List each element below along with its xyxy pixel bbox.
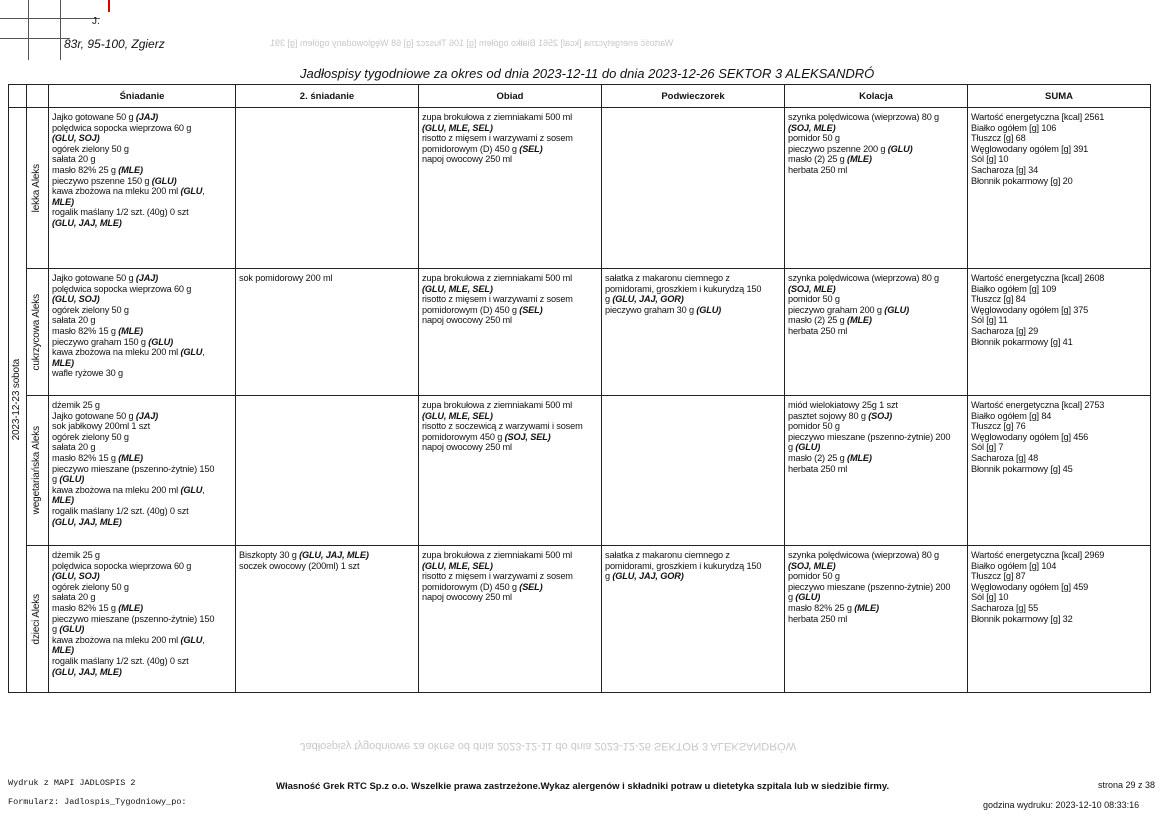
nutrition-line: Wartość energetyczna [kcal] 2608: [971, 273, 1105, 283]
diet-label: wegetariańska Aleks: [31, 426, 43, 515]
column-header: Podwieczorek: [602, 85, 785, 108]
nutrition-line: Węglowodany ogółem [g] 456: [971, 431, 1089, 442]
menu-item-line: soczek owocowy (200ml) 1 szt: [239, 560, 360, 571]
nutrition-line: Białko ogółem [g] 109: [971, 283, 1057, 294]
menu-item-line: napoj owocowy 250 ml: [422, 592, 512, 603]
menu-item-line: pomidorowym (D) 450 g (SEL): [422, 581, 543, 592]
nutrition-line: Sól [g] 10: [971, 154, 1009, 165]
date-label: 2023-12-23 sobota: [11, 359, 23, 441]
nutrition-line: Sól [g] 10: [971, 592, 1009, 603]
menu-item-line: risotto z soczewicą z warzywami i sosem: [422, 421, 583, 432]
nutrition-line: Wartość energetyczna [kcal] 2969: [971, 550, 1105, 560]
menu-item-line: sałatka z makaronu ciemnego z: [605, 273, 730, 283]
nutrition-line: Tłuszcz [g] 68: [971, 133, 1026, 144]
menu-item-line: (GLU, MLE, SEL): [422, 122, 493, 133]
meal-cell: [785, 546, 968, 693]
nutrition-line: Sacharoza [g] 48: [971, 452, 1039, 463]
menu-item-line: kawa zbożowa na mleku 200 ml (GLU,: [52, 186, 205, 197]
menu-item-line: ogórek zielony 50 g: [52, 431, 129, 442]
menu-item-line: sałata 20 g: [52, 315, 96, 326]
meal-cell: [419, 108, 602, 269]
menu-item-line: pieczywo graham 30 g (GLU): [605, 304, 722, 315]
page-number: strona 29 z 38: [1098, 780, 1156, 790]
meal-cell: [602, 546, 785, 693]
menu-item-line: sałatka z makaronu ciemnego z: [605, 550, 730, 560]
menu-item-line: sałata 20 g: [52, 442, 96, 453]
menu-item-line: risotto z mięsem i warzywami z sosem: [422, 294, 573, 305]
nutrition-line: Tłuszcz [g] 76: [971, 421, 1026, 432]
meal-cell: [785, 269, 968, 396]
diet-cell: [27, 269, 49, 396]
meal-cell: [49, 546, 236, 693]
menu-item-line: pieczywo mieszane (pszenno-żytnie) 150: [52, 463, 215, 474]
corner-header: [9, 85, 27, 108]
nutrition-line: Błonnik pokarmowy [g] 32: [971, 613, 1073, 624]
menu-item-line: g (GLU): [788, 592, 821, 603]
menu-item-line: dżemik 25 g: [52, 550, 100, 560]
menu-item-line: Jajko gotowane 50 g (JAJ): [52, 273, 159, 283]
menu-item-line: Jajko gotowane 50 g (JAJ): [52, 112, 159, 122]
diet-row: [9, 546, 1151, 693]
nutrition-summary-cell: [968, 108, 1151, 269]
menu-item-line: (GLU, MLE, SEL): [422, 560, 493, 571]
menu-item-line: napoj owocowy 250 ml: [422, 442, 512, 453]
nutrition-line: Sacharoza [g] 34: [971, 164, 1039, 175]
nutrition-line: Sól [g] 11: [971, 315, 1008, 326]
menu-item-line: sałata 20 g: [52, 154, 96, 165]
menu-item-line: szynka polędwicowa (wieprzowa) 80 g: [788, 273, 940, 283]
menu-item-line: masło 82% 15 g (MLE): [52, 325, 143, 336]
menu-item-line: dżemik 25 g: [52, 400, 100, 410]
menu-item-line: herbata 250 ml: [788, 164, 848, 175]
menu-item-line: risotto z mięsem i warzywami z sosem: [422, 133, 573, 144]
nutrition-line: Tłuszcz [g] 87: [971, 571, 1026, 582]
meal-cell: [236, 108, 419, 269]
menu-item-line: pieczywo mieszane (pszenno-żytnie) 150: [52, 613, 215, 624]
form-name: Formularz: Jadlospis_Tygodniowy_po:: [8, 797, 187, 807]
nutrition-summary-cell: [968, 546, 1151, 693]
menu-item-line: zupa brokułowa z ziemniakami 500 ml: [422, 273, 572, 283]
nutrition-line: Białko ogółem [g] 104: [971, 560, 1057, 571]
menu-item-line: masło (2) 25 g (MLE): [788, 452, 872, 463]
bleed-through-bottom: Jadłospisy tygodniowe za okres od dnia 2023-12-11 do dnia 2023-12-26 SEKTOR 3 ALEKSANDRÓW: [300, 740, 797, 752]
diet-row: [9, 396, 1151, 546]
meal-cell: [236, 396, 419, 546]
diet-row: [9, 269, 1151, 396]
menu-item-line: ogórek zielony 50 g: [52, 304, 129, 315]
meal-cell: [419, 396, 602, 546]
menu-item-line: pomidor 50 g: [788, 294, 840, 305]
meal-cell: [49, 269, 236, 396]
menu-item-line: MLE): [52, 645, 74, 656]
menu-item-line: (GLU, JAJ, MLE): [52, 516, 122, 527]
menu-item-line: (GLU, SOJ): [52, 294, 100, 305]
meal-cell: [785, 108, 968, 269]
page-title: Jadłospisy tygodniowe za okres od dnia 2023-12-11 do dnia 2023-12-26 SEKTOR 3 ALEKSANDRÓ: [300, 66, 875, 81]
nutrition-line: Błonnik pokarmowy [g] 20: [971, 175, 1073, 186]
menu-item-line: masło 82% 15 g (MLE): [52, 452, 143, 463]
menu-item-line: g (GLU, JAJ, GOR): [605, 571, 684, 582]
menu-item-line: pomidorowym 450 g (SOJ, SEL): [422, 431, 551, 442]
diet-row: [9, 108, 1151, 269]
menu-item-line: g (GLU): [788, 442, 821, 453]
menu-item-line: zupa brokułowa z ziemniakami 500 ml: [422, 550, 572, 560]
menu-item-line: zupa brokułowa z ziemniakami 500 ml: [422, 112, 572, 122]
menu-item-line: sok pomidorowy 200 ml: [239, 273, 333, 283]
address-fragment: J.: [92, 16, 100, 27]
nutrition-line: Węglowodany ogółem [g] 375: [971, 304, 1089, 315]
meal-cell: [602, 396, 785, 546]
date-cell: [9, 108, 27, 693]
menu-item-line: (SOJ, MLE): [788, 122, 836, 133]
menu-item-line: (GLU, SOJ): [52, 133, 100, 144]
menu-item-line: g (GLU): [52, 474, 85, 485]
column-header: Obiad: [419, 85, 602, 108]
menu-item-line: g (GLU, JAJ, GOR): [605, 294, 684, 305]
menu-item-line: kawa zbożowa na mleku 200 ml (GLU,: [52, 484, 205, 495]
diet-cell: [27, 396, 49, 546]
nutrition-line: Białko ogółem [g] 106: [971, 122, 1057, 133]
menu-item-line: kawa zbożowa na mleku 200 ml (GLU,: [52, 347, 205, 358]
menu-item-line: ogórek zielony 50 g: [52, 143, 129, 154]
menu-item-line: pomidorami, groszkiem i kukurydzą 150: [605, 283, 762, 294]
nutrition-line: Błonnik pokarmowy [g] 41: [971, 336, 1073, 347]
nutrition-summary-cell: [968, 396, 1151, 546]
menu-item-line: herbata 250 ml: [788, 463, 848, 474]
print-timestamp: godzina wydruku: 2023-12-10 08:33:16: [983, 800, 1140, 810]
menu-item-line: pieczywo pszenne 150 g (GLU): [52, 175, 177, 186]
menu-item-line: masło 82% 15 g (MLE): [52, 602, 143, 613]
nutrition-line: Wartość energetyczna [kcal] 2561: [971, 112, 1105, 122]
menu-item-line: risotto z mięsem i warzywami z sosem: [422, 571, 573, 582]
menu-item-line: polędwica sopocka wieprzowa 60 g: [52, 122, 192, 133]
menu-item-line: pomidor 50 g: [788, 571, 840, 582]
menu-item-line: rogalik maślany 1/2 szt. (40g) 0 szt: [52, 505, 189, 516]
menu-item-line: pomidorowym (D) 450 g (SEL): [422, 143, 543, 154]
meal-cell: [785, 396, 968, 546]
menu-item-line: pieczywo mieszane (pszenno-żytnie) 200: [788, 431, 951, 442]
menu-item-line: ogórek zielony 50 g: [52, 581, 129, 592]
menu-item-line: g (GLU): [52, 624, 85, 635]
menu-item-line: miód wielokiatowy 25g 1 szt: [788, 400, 898, 410]
menu-item-line: pomidorami, groszkiem i kukurydzą 150: [605, 560, 762, 571]
column-header: Kolacja: [785, 85, 968, 108]
menu-item-line: pomidor 50 g: [788, 421, 840, 432]
menu-item-line: MLE): [52, 357, 74, 368]
menu-item-line: herbata 250 ml: [788, 325, 848, 336]
diet-label: lekka Aleks: [31, 163, 43, 213]
menu-item-line: polędwica sopocka wieprzowa 60 g: [52, 560, 192, 571]
menu-item-line: (SOJ, MLE): [788, 283, 836, 294]
meal-cell: [419, 546, 602, 693]
nutrition-line: Sacharoza [g] 55: [971, 602, 1039, 613]
menu-item-line: pasztet sojowy 80 g (SOJ): [788, 410, 893, 421]
menu-item-line: pomidor 50 g: [788, 133, 840, 144]
meal-cell: [49, 396, 236, 546]
menu-item-line: MLE): [52, 495, 74, 506]
menu-item-line: masło (2) 25 g (MLE): [788, 154, 872, 165]
menu-item-line: szynka polędwicowa (wieprzowa) 80 g: [788, 112, 940, 122]
meal-cell: [236, 546, 419, 693]
meal-cell: [49, 108, 236, 269]
menu-item-line: (GLU, SOJ): [52, 571, 100, 582]
nutrition-line: Sacharoza [g] 29: [971, 325, 1039, 336]
menu-item-line: MLE): [52, 196, 74, 207]
menu-item-line: masło 82% 25 g (MLE): [788, 602, 879, 613]
menu-item-line: polędwica sopocka wieprzowa 60 g: [52, 283, 192, 294]
header-row: [9, 85, 1151, 108]
menu-item-line: masło (2) 25 g (MLE): [788, 315, 872, 326]
menu-item-line: herbata 250 ml: [788, 613, 848, 624]
copyright-notice: Własność Grek RTC Sp.z o.o. Wszelkie prawa zastrzeżone.Wykaz alergenów i składniki potraw u dietetyka szpitala lub w siedzibie firmy.: [276, 781, 890, 792]
column-header: 2. śniadanie: [236, 85, 419, 108]
column-header: Śniadanie: [49, 85, 236, 108]
diet-label: cukrzycowa Aleks: [31, 293, 43, 371]
menu-item-line: rogalik maślany 1/2 szt. (40g) 0 szt: [52, 655, 189, 666]
menu-item-line: sałata 20 g: [52, 592, 96, 603]
nutrition-line: Węglowodany ogółem [g] 391: [971, 143, 1089, 154]
printout-source: Wydruk z MAPI JADLOSPIS 2: [8, 778, 136, 788]
menu-item-line: (GLU, MLE, SEL): [422, 283, 493, 294]
nutrition-line: Tłuszcz [g] 84: [971, 294, 1026, 305]
diet-label: dzieci Aleks: [31, 593, 43, 645]
menu-item-line: (GLU, JAJ, MLE): [52, 666, 122, 677]
menu-item-line: pieczywo pszenne 200 g (GLU): [788, 143, 913, 154]
red-mark: [108, 0, 110, 12]
nutrition-line: Sól [g] 7: [971, 442, 1004, 453]
diet-header: [27, 85, 49, 108]
menu-item-line: masło 82% 25 g (MLE): [52, 164, 143, 175]
bleed-through-top: Wartość energetyczna [kcal] 2561 Białko ogółem [g] 106 Tłuszcz [g] 68 Węglowodany ogółem [g] 391: [270, 38, 674, 48]
nutrition-line: Wartość energetyczna [kcal] 2753: [971, 400, 1105, 410]
menu-item-line: sok jabłkowy 200ml 1 szt: [52, 421, 151, 432]
diet-cell: [27, 546, 49, 693]
menu-item-line: zupa brokułowa z ziemniakami 500 ml: [422, 400, 572, 410]
address: 83r, 95-100, Zgierz: [64, 37, 165, 51]
menu-item-line: (GLU, JAJ, MLE): [52, 217, 122, 228]
nutrition-line: Błonnik pokarmowy [g] 45: [971, 463, 1073, 474]
menu-item-line: napoj owocowy 250 ml: [422, 315, 512, 326]
menu-item-line: pieczywo graham 200 g (GLU): [788, 304, 910, 315]
menu-item-line: pieczywo graham 150 g (GLU): [52, 336, 174, 347]
meal-cell: [602, 269, 785, 396]
menu-item-line: wafle ryżowe 30 g: [52, 368, 123, 379]
menu-table: [8, 84, 1151, 693]
meal-cell: [236, 269, 419, 396]
menu-item-line: pieczywo mieszane (pszenno-żytnie) 200: [788, 581, 951, 592]
diet-cell: [27, 108, 49, 269]
menu-item-line: napoj owocowy 250 ml: [422, 154, 512, 165]
menu-item-line: Jajko gotowane 50 g (JAJ): [52, 410, 159, 421]
menu-item-line: szynka polędwicowa (wieprzowa) 80 g: [788, 550, 940, 560]
menu-item-line: pomidorowym (D) 450 g (SEL): [422, 304, 543, 315]
menu-item-line: (GLU, MLE, SEL): [422, 410, 493, 421]
meal-cell: [602, 108, 785, 269]
corner-grid-decoration: [0, 0, 100, 60]
column-header: SUMA: [968, 85, 1151, 108]
nutrition-summary-cell: [968, 269, 1151, 396]
menu-item-line: Biszkopty 30 g (GLU, JAJ, MLE): [239, 550, 369, 560]
menu-item-line: rogalik maślany 1/2 szt. (40g) 0 szt: [52, 207, 189, 218]
menu-item-line: (SOJ, MLE): [788, 560, 836, 571]
nutrition-line: Białko ogółem [g] 84: [971, 410, 1052, 421]
nutrition-line: Węglowodany ogółem [g] 459: [971, 581, 1089, 592]
menu-item-line: kawa zbożowa na mleku 200 ml (GLU,: [52, 634, 205, 645]
meal-cell: [419, 269, 602, 396]
